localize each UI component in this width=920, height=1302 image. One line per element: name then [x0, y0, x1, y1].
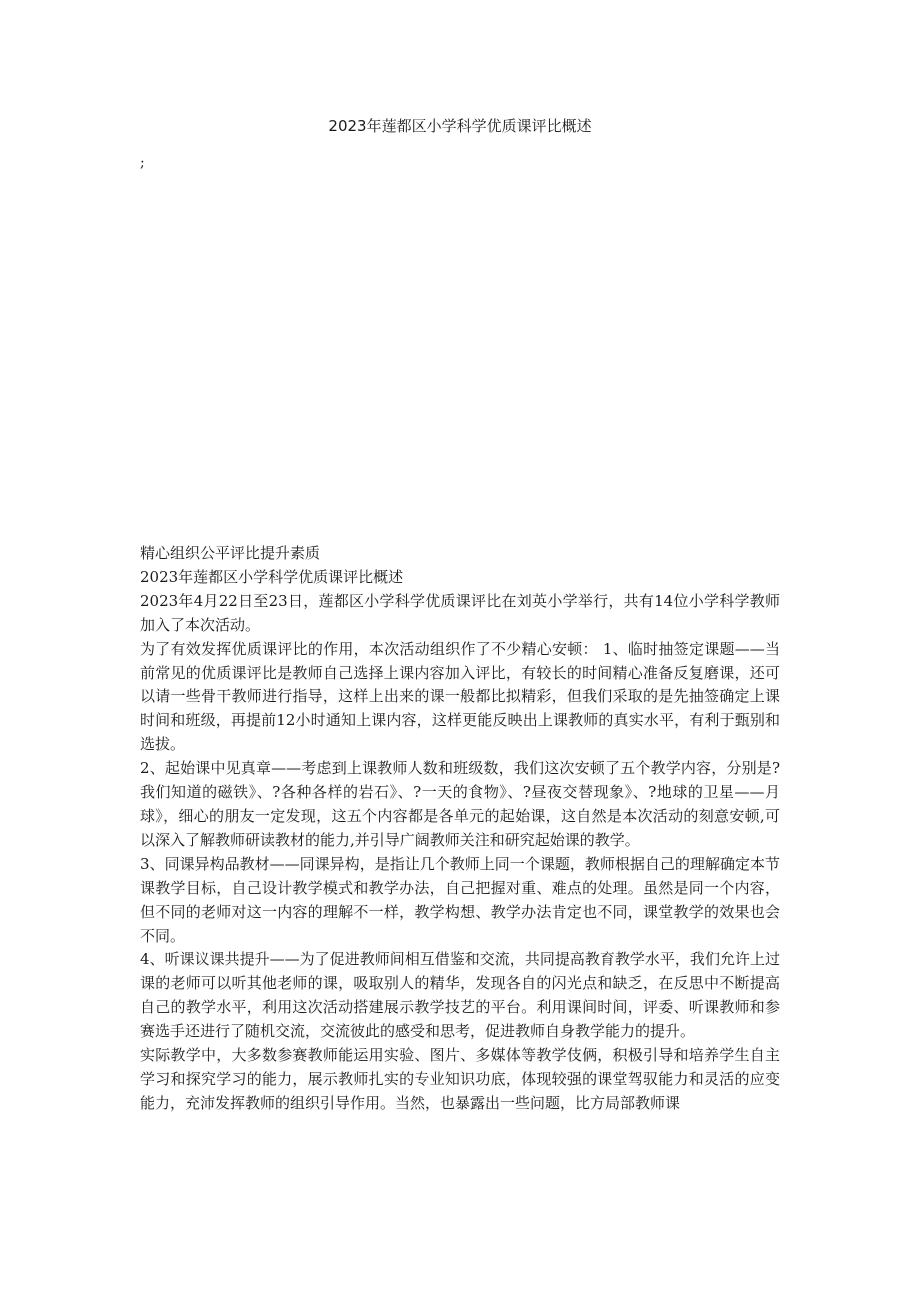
paragraph-item-4: 4、听课议课共提升——为了促进教师间相互借鉴和交流，共同提高教育教学水平，我们允许上过课的老师可以听其他老师的课，吸取别人的精华，发现各自的闪光点和缺乏，在反思中不断提高自己的教学水平，利用这次活动搭建展示教学技艺的平台。利用课间时间，评委、听课教师和参赛选手还进行了随机交流，交流彼此的感受和思考，促进教师自身教学能力的提升。 [140, 950, 780, 1041]
separator-mark: ; [140, 155, 145, 171]
paragraph-item-1: 为了有效发挥优质课评比的作用，本次活动组织作了不少精心安顿： 1、临时抽签定课题——当前常见的优质课评比是教师自己选择上课内容加入评比，有较长的时间精心准备反复磨课，还可以请一些骨干教师进行指导，这样上出来的课一般都比拟精彩，但我们采取的是先抽签确定上课时间和班级，再提前12小时通知上课内容，这样更能反映出上课教师的真实水平，有利于甄别和选拔。 [140, 639, 780, 754]
article-title: 2023年莲都区小学科学优质课评比概述 [140, 567, 404, 586]
paragraph-summary: 实际教学中，大多数参赛教师能运用实验、图片、多媒体等教学伎俩，积极引导和培养学生自主学习和探究学习的能力，展示教师扎实的专业知识功底，体现较强的课堂驾驭能力和灵活的应变能力，充沛发挥教师的组织引导作用。当然，也暴露出一些问题，比方局部教师课 [140, 1046, 780, 1112]
document-title: 2023年莲都区小学科学优质课评比概述 [328, 117, 592, 135]
paragraph-item-3: 3、同课异构品教材——同课异构，是指让几个教师上同一个课题，教师根据自己的理解确定本节课教学目标，自己设计教学模式和教学办法，自己把握对重、难点的处理。虽然是同一个内容，但不同的老师对这一内容的理解不一样，教学构想、教学办法肯定也不同，课堂教学的效果也会不同。 [140, 854, 780, 945]
section-heading: 精心组织公平评比提升素质 [140, 544, 321, 562]
document-body [140, 542, 780, 1116]
paragraph-intro: 2023年4月22日至23日，莲都区小学科学优质课评比在刘英小学举行，共有14位小学科学教师加入了本次活动。 [140, 591, 780, 634]
paragraph-item-2: 2、起始课中见真章——考虑到上课教师人数和班级数，我们这次安顿了五个教学内容，分别是?我们知道的磁铁》、?各种各样的岩石》、?一天的食物》、?昼夜交替现象》、?地球的卫星——月球》，细心的朋友一定发现，这五个内容都是各单元的起始课，这自然是本次活动的刻意安顿,可以深入了解教师研读教材的能力,并引导广阔教师关注和研究起始课的教学。 [140, 759, 780, 849]
